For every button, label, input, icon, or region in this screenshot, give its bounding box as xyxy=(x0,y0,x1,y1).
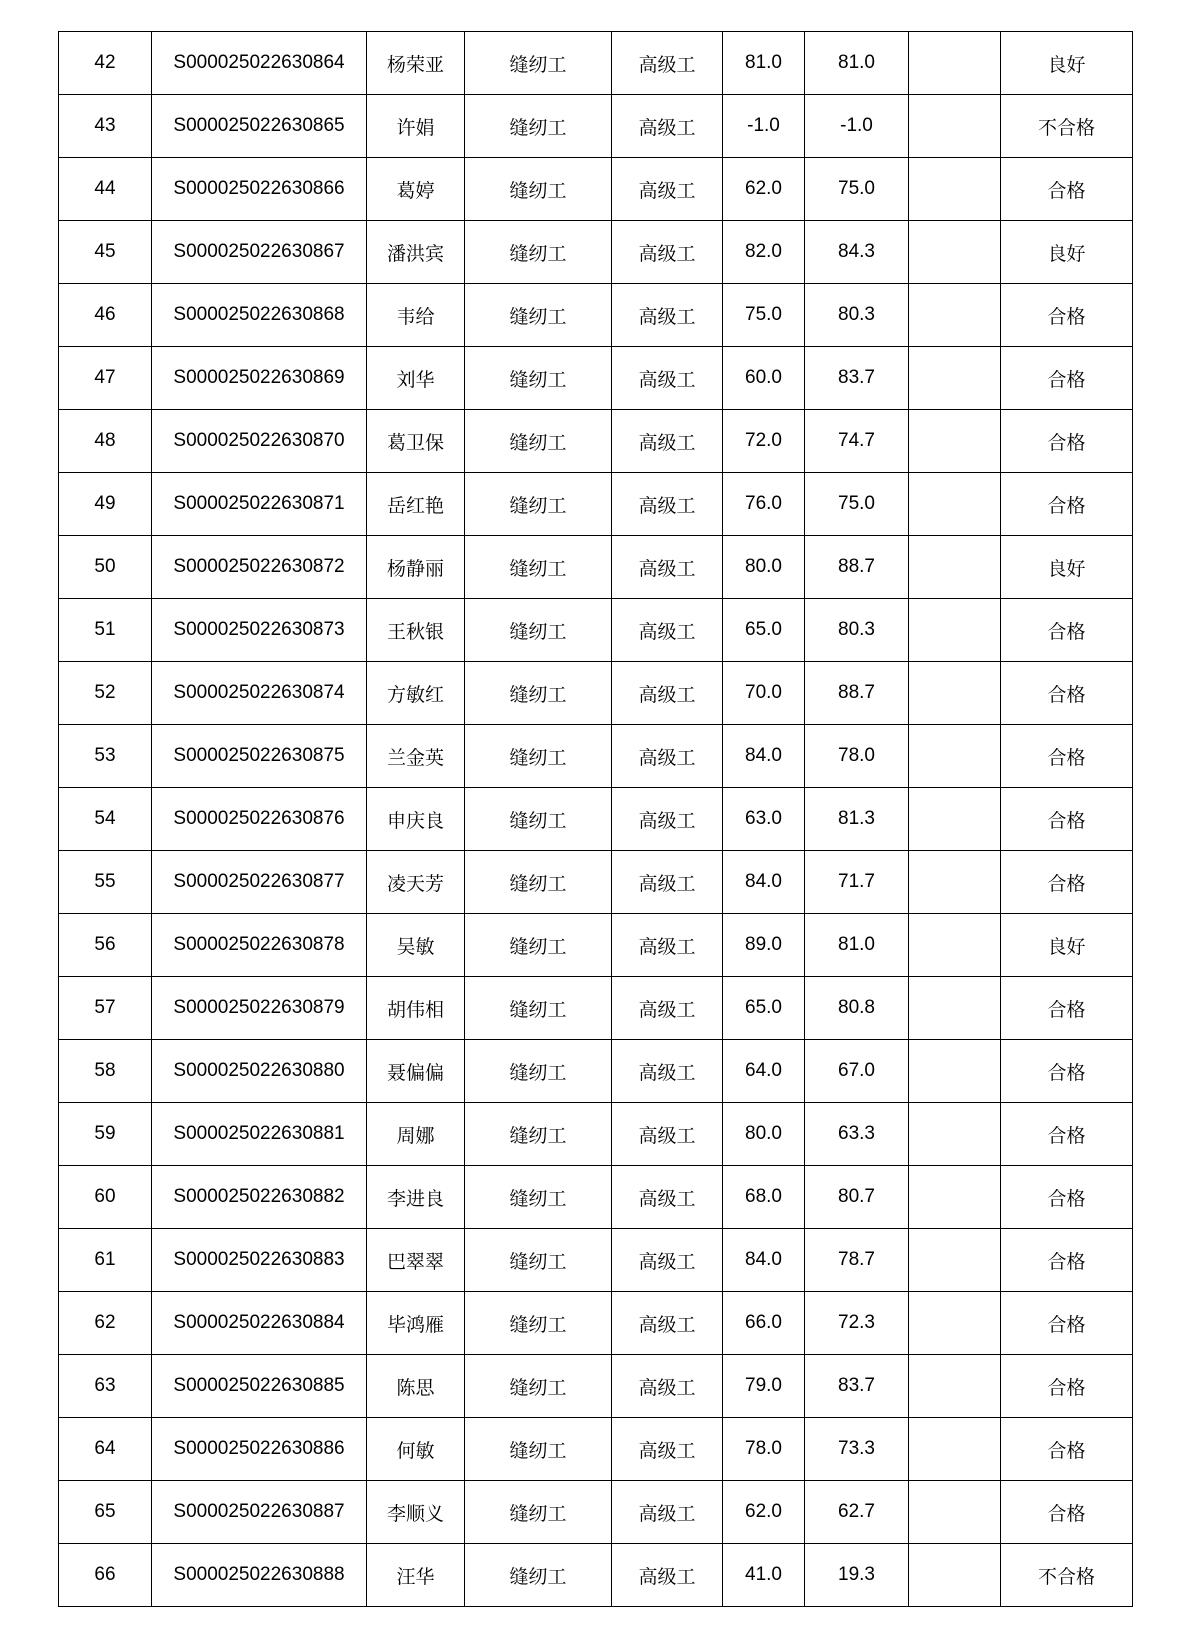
level-cell: 高级工 xyxy=(612,662,723,725)
theory-score-cell: 62.0 xyxy=(723,158,805,221)
table-row xyxy=(59,1355,1133,1418)
skill-score-cell: 73.3 xyxy=(805,1418,909,1481)
theory-score-cell: 70.0 xyxy=(723,662,805,725)
certificate-id-cell: S000025022630872 xyxy=(152,536,367,599)
theory-score-cell: 62.0 xyxy=(723,1481,805,1544)
trade-cell: 缝纫工 xyxy=(465,1418,612,1481)
serial-number-cell: 44 xyxy=(59,158,152,221)
candidate-name-cell: 葛卫保 xyxy=(367,410,465,473)
trade-cell: 缝纫工 xyxy=(465,788,612,851)
level-cell: 高级工 xyxy=(612,1166,723,1229)
candidate-name-cell: 周娜 xyxy=(367,1103,465,1166)
theory-score-cell: 66.0 xyxy=(723,1292,805,1355)
candidate-name-cell: 杨荣亚 xyxy=(367,32,465,95)
trade-cell: 缝纫工 xyxy=(465,1229,612,1292)
trade-cell: 缝纫工 xyxy=(465,725,612,788)
certificate-id-cell: S000025022630881 xyxy=(152,1103,367,1166)
theory-score-cell: 75.0 xyxy=(723,284,805,347)
serial-number-cell: 65 xyxy=(59,1481,152,1544)
trade-cell: 缝纫工 xyxy=(465,158,612,221)
table-body xyxy=(59,32,1133,1607)
result-cell: 合格 xyxy=(1001,725,1133,788)
skill-score-cell: 74.7 xyxy=(805,410,909,473)
serial-number-cell: 64 xyxy=(59,1418,152,1481)
table-row xyxy=(59,221,1133,284)
skill-score-cell: -1.0 xyxy=(805,95,909,158)
certificate-id-cell: S000025022630882 xyxy=(152,1166,367,1229)
remarks-cell xyxy=(909,284,1001,347)
serial-number-cell: 63 xyxy=(59,1355,152,1418)
candidate-name-cell: 吴敏 xyxy=(367,914,465,977)
remarks-cell xyxy=(909,95,1001,158)
remarks-cell xyxy=(909,725,1001,788)
remarks-cell xyxy=(909,536,1001,599)
skill-score-cell: 88.7 xyxy=(805,662,909,725)
result-cell: 合格 xyxy=(1001,1229,1133,1292)
level-cell: 高级工 xyxy=(612,788,723,851)
table-row xyxy=(59,32,1133,95)
certificate-id-cell: S000025022630883 xyxy=(152,1229,367,1292)
serial-number-cell: 62 xyxy=(59,1292,152,1355)
table-row xyxy=(59,914,1133,977)
certificate-id-cell: S000025022630877 xyxy=(152,851,367,914)
result-cell: 合格 xyxy=(1001,1481,1133,1544)
remarks-cell xyxy=(909,977,1001,1040)
serial-number-cell: 56 xyxy=(59,914,152,977)
theory-score-cell: 63.0 xyxy=(723,788,805,851)
remarks-cell xyxy=(909,1166,1001,1229)
skill-score-cell: 71.7 xyxy=(805,851,909,914)
candidate-name-cell: 凌天芳 xyxy=(367,851,465,914)
theory-score-cell: 80.0 xyxy=(723,536,805,599)
level-cell: 高级工 xyxy=(612,914,723,977)
trade-cell: 缝纫工 xyxy=(465,1544,612,1607)
trade-cell: 缝纫工 xyxy=(465,347,612,410)
result-cell: 合格 xyxy=(1001,1418,1133,1481)
certificate-id-cell: S000025022630884 xyxy=(152,1292,367,1355)
certificate-id-cell: S000025022630867 xyxy=(152,221,367,284)
trade-cell: 缝纫工 xyxy=(465,536,612,599)
certificate-id-cell: S000025022630873 xyxy=(152,599,367,662)
result-cell: 合格 xyxy=(1001,1292,1133,1355)
level-cell: 高级工 xyxy=(612,410,723,473)
trade-cell: 缝纫工 xyxy=(465,1481,612,1544)
theory-score-cell: -1.0 xyxy=(723,95,805,158)
skill-score-cell: 67.0 xyxy=(805,1040,909,1103)
serial-number-cell: 47 xyxy=(59,347,152,410)
table-row xyxy=(59,1418,1133,1481)
certificate-id-cell: S000025022630886 xyxy=(152,1418,367,1481)
candidate-name-cell: 王秋银 xyxy=(367,599,465,662)
table-row xyxy=(59,410,1133,473)
level-cell: 高级工 xyxy=(612,158,723,221)
level-cell: 高级工 xyxy=(612,1481,723,1544)
theory-score-cell: 82.0 xyxy=(723,221,805,284)
candidate-name-cell: 李进良 xyxy=(367,1166,465,1229)
level-cell: 高级工 xyxy=(612,473,723,536)
remarks-cell xyxy=(909,410,1001,473)
result-cell: 合格 xyxy=(1001,158,1133,221)
remarks-cell xyxy=(909,788,1001,851)
remarks-cell xyxy=(909,662,1001,725)
remarks-cell xyxy=(909,473,1001,536)
result-cell: 合格 xyxy=(1001,662,1133,725)
theory-score-cell: 81.0 xyxy=(723,32,805,95)
level-cell: 高级工 xyxy=(612,1292,723,1355)
theory-score-cell: 84.0 xyxy=(723,725,805,788)
level-cell: 高级工 xyxy=(612,1040,723,1103)
trade-cell: 缝纫工 xyxy=(465,410,612,473)
remarks-cell xyxy=(909,1040,1001,1103)
candidate-name-cell: 申庆良 xyxy=(367,788,465,851)
certificate-id-cell: S000025022630875 xyxy=(152,725,367,788)
table-row xyxy=(59,977,1133,1040)
serial-number-cell: 57 xyxy=(59,977,152,1040)
serial-number-cell: 48 xyxy=(59,410,152,473)
result-cell: 合格 xyxy=(1001,1040,1133,1103)
skill-score-cell: 84.3 xyxy=(805,221,909,284)
certificate-id-cell: S000025022630865 xyxy=(152,95,367,158)
candidate-name-cell: 方敏红 xyxy=(367,662,465,725)
serial-number-cell: 58 xyxy=(59,1040,152,1103)
trade-cell: 缝纫工 xyxy=(465,977,612,1040)
level-cell: 高级工 xyxy=(612,1355,723,1418)
skill-score-cell: 80.3 xyxy=(805,284,909,347)
result-cell: 合格 xyxy=(1001,347,1133,410)
remarks-cell xyxy=(909,347,1001,410)
result-cell: 合格 xyxy=(1001,1166,1133,1229)
table-row xyxy=(59,599,1133,662)
remarks-cell xyxy=(909,1229,1001,1292)
result-cell: 良好 xyxy=(1001,32,1133,95)
table-row xyxy=(59,1292,1133,1355)
trade-cell: 缝纫工 xyxy=(465,1103,612,1166)
remarks-cell xyxy=(909,1418,1001,1481)
serial-number-cell: 51 xyxy=(59,599,152,662)
serial-number-cell: 55 xyxy=(59,851,152,914)
candidate-name-cell: 毕鸿雁 xyxy=(367,1292,465,1355)
trade-cell: 缝纫工 xyxy=(465,95,612,158)
trade-cell: 缝纫工 xyxy=(465,284,612,347)
remarks-cell xyxy=(909,1544,1001,1607)
skill-score-cell: 75.0 xyxy=(805,158,909,221)
skill-score-cell: 81.0 xyxy=(805,914,909,977)
trade-cell: 缝纫工 xyxy=(465,32,612,95)
candidate-name-cell: 聂偏偏 xyxy=(367,1040,465,1103)
skill-score-cell: 63.3 xyxy=(805,1103,909,1166)
theory-score-cell: 80.0 xyxy=(723,1103,805,1166)
result-cell: 良好 xyxy=(1001,536,1133,599)
certificate-id-cell: S000025022630866 xyxy=(152,158,367,221)
serial-number-cell: 43 xyxy=(59,95,152,158)
candidate-name-cell: 陈思 xyxy=(367,1355,465,1418)
theory-score-cell: 60.0 xyxy=(723,347,805,410)
serial-number-cell: 60 xyxy=(59,1166,152,1229)
table-row xyxy=(59,284,1133,347)
trade-cell: 缝纫工 xyxy=(465,599,612,662)
theory-score-cell: 76.0 xyxy=(723,473,805,536)
certificate-id-cell: S000025022630880 xyxy=(152,1040,367,1103)
candidate-name-cell: 巴翠翠 xyxy=(367,1229,465,1292)
skill-score-cell: 81.0 xyxy=(805,32,909,95)
table-row xyxy=(59,1229,1133,1292)
remarks-cell xyxy=(909,32,1001,95)
table-row xyxy=(59,662,1133,725)
serial-number-cell: 66 xyxy=(59,1544,152,1607)
skill-score-cell: 88.7 xyxy=(805,536,909,599)
trade-cell: 缝纫工 xyxy=(465,662,612,725)
theory-score-cell: 41.0 xyxy=(723,1544,805,1607)
table-row xyxy=(59,1481,1133,1544)
table-row xyxy=(59,158,1133,221)
level-cell: 高级工 xyxy=(612,851,723,914)
serial-number-cell: 59 xyxy=(59,1103,152,1166)
certificate-id-cell: S000025022630878 xyxy=(152,914,367,977)
skill-score-cell: 80.8 xyxy=(805,977,909,1040)
result-cell: 合格 xyxy=(1001,1103,1133,1166)
trade-cell: 缝纫工 xyxy=(465,1355,612,1418)
skill-score-cell: 75.0 xyxy=(805,473,909,536)
remarks-cell xyxy=(909,1355,1001,1418)
candidate-name-cell: 胡伟相 xyxy=(367,977,465,1040)
certificate-id-cell: S000025022630871 xyxy=(152,473,367,536)
theory-score-cell: 84.0 xyxy=(723,1229,805,1292)
level-cell: 高级工 xyxy=(612,1103,723,1166)
candidate-name-cell: 岳红艳 xyxy=(367,473,465,536)
level-cell: 高级工 xyxy=(612,536,723,599)
result-cell: 良好 xyxy=(1001,221,1133,284)
skill-score-cell: 72.3 xyxy=(805,1292,909,1355)
table-row xyxy=(59,347,1133,410)
candidate-name-cell: 李顺义 xyxy=(367,1481,465,1544)
certificate-id-cell: S000025022630870 xyxy=(152,410,367,473)
certificate-id-cell: S000025022630868 xyxy=(152,284,367,347)
candidate-name-cell: 汪华 xyxy=(367,1544,465,1607)
table-row xyxy=(59,1103,1133,1166)
remarks-cell xyxy=(909,599,1001,662)
candidate-name-cell: 兰金英 xyxy=(367,725,465,788)
table-row xyxy=(59,536,1133,599)
skill-score-cell: 62.7 xyxy=(805,1481,909,1544)
certificate-id-cell: S000025022630864 xyxy=(152,32,367,95)
theory-score-cell: 65.0 xyxy=(723,977,805,1040)
serial-number-cell: 46 xyxy=(59,284,152,347)
table-row xyxy=(59,788,1133,851)
candidate-name-cell: 何敏 xyxy=(367,1418,465,1481)
certificate-id-cell: S000025022630887 xyxy=(152,1481,367,1544)
result-cell: 合格 xyxy=(1001,788,1133,851)
score-table xyxy=(58,31,1133,1607)
serial-number-cell: 61 xyxy=(59,1229,152,1292)
serial-number-cell: 45 xyxy=(59,221,152,284)
result-cell: 不合格 xyxy=(1001,1544,1133,1607)
candidate-name-cell: 刘华 xyxy=(367,347,465,410)
level-cell: 高级工 xyxy=(612,977,723,1040)
certificate-id-cell: S000025022630888 xyxy=(152,1544,367,1607)
theory-score-cell: 89.0 xyxy=(723,914,805,977)
candidate-name-cell: 潘洪宾 xyxy=(367,221,465,284)
level-cell: 高级工 xyxy=(612,1418,723,1481)
theory-score-cell: 68.0 xyxy=(723,1166,805,1229)
skill-score-cell: 83.7 xyxy=(805,347,909,410)
level-cell: 高级工 xyxy=(612,32,723,95)
result-cell: 合格 xyxy=(1001,977,1133,1040)
candidate-name-cell: 韦给 xyxy=(367,284,465,347)
remarks-cell xyxy=(909,914,1001,977)
result-cell: 合格 xyxy=(1001,851,1133,914)
candidate-name-cell: 葛婷 xyxy=(367,158,465,221)
level-cell: 高级工 xyxy=(612,95,723,158)
result-cell: 合格 xyxy=(1001,284,1133,347)
remarks-cell xyxy=(909,1292,1001,1355)
trade-cell: 缝纫工 xyxy=(465,221,612,284)
skill-score-cell: 19.3 xyxy=(805,1544,909,1607)
level-cell: 高级工 xyxy=(612,725,723,788)
result-cell: 合格 xyxy=(1001,599,1133,662)
skill-score-cell: 80.3 xyxy=(805,599,909,662)
trade-cell: 缝纫工 xyxy=(465,914,612,977)
result-cell: 合格 xyxy=(1001,410,1133,473)
skill-score-cell: 80.7 xyxy=(805,1166,909,1229)
skill-score-cell: 81.3 xyxy=(805,788,909,851)
skill-score-cell: 78.7 xyxy=(805,1229,909,1292)
certificate-id-cell: S000025022630876 xyxy=(152,788,367,851)
result-cell: 合格 xyxy=(1001,473,1133,536)
table-row xyxy=(59,95,1133,158)
remarks-cell xyxy=(909,1103,1001,1166)
remarks-cell xyxy=(909,1481,1001,1544)
table-row xyxy=(59,473,1133,536)
certificate-id-cell: S000025022630869 xyxy=(152,347,367,410)
level-cell: 高级工 xyxy=(612,1544,723,1607)
table-row xyxy=(59,725,1133,788)
result-cell: 不合格 xyxy=(1001,95,1133,158)
theory-score-cell: 79.0 xyxy=(723,1355,805,1418)
serial-number-cell: 53 xyxy=(59,725,152,788)
trade-cell: 缝纫工 xyxy=(465,1040,612,1103)
trade-cell: 缝纫工 xyxy=(465,1166,612,1229)
result-cell: 合格 xyxy=(1001,1355,1133,1418)
table-row xyxy=(59,1040,1133,1103)
certificate-id-cell: S000025022630879 xyxy=(152,977,367,1040)
level-cell: 高级工 xyxy=(612,599,723,662)
serial-number-cell: 42 xyxy=(59,32,152,95)
candidate-name-cell: 杨静丽 xyxy=(367,536,465,599)
serial-number-cell: 49 xyxy=(59,473,152,536)
certificate-id-cell: S000025022630885 xyxy=(152,1355,367,1418)
table-row xyxy=(59,1166,1133,1229)
result-cell: 良好 xyxy=(1001,914,1133,977)
serial-number-cell: 50 xyxy=(59,536,152,599)
table-row xyxy=(59,851,1133,914)
theory-score-cell: 84.0 xyxy=(723,851,805,914)
candidate-name-cell: 许娟 xyxy=(367,95,465,158)
level-cell: 高级工 xyxy=(612,284,723,347)
theory-score-cell: 72.0 xyxy=(723,410,805,473)
theory-score-cell: 65.0 xyxy=(723,599,805,662)
level-cell: 高级工 xyxy=(612,1229,723,1292)
theory-score-cell: 64.0 xyxy=(723,1040,805,1103)
serial-number-cell: 52 xyxy=(59,662,152,725)
theory-score-cell: 78.0 xyxy=(723,1418,805,1481)
trade-cell: 缝纫工 xyxy=(465,473,612,536)
trade-cell: 缝纫工 xyxy=(465,851,612,914)
remarks-cell xyxy=(909,221,1001,284)
skill-score-cell: 78.0 xyxy=(805,725,909,788)
level-cell: 高级工 xyxy=(612,221,723,284)
certificate-id-cell: S000025022630874 xyxy=(152,662,367,725)
level-cell: 高级工 xyxy=(612,347,723,410)
remarks-cell xyxy=(909,158,1001,221)
table-row xyxy=(59,1544,1133,1607)
remarks-cell xyxy=(909,851,1001,914)
trade-cell: 缝纫工 xyxy=(465,1292,612,1355)
skill-score-cell: 83.7 xyxy=(805,1355,909,1418)
serial-number-cell: 54 xyxy=(59,788,152,851)
